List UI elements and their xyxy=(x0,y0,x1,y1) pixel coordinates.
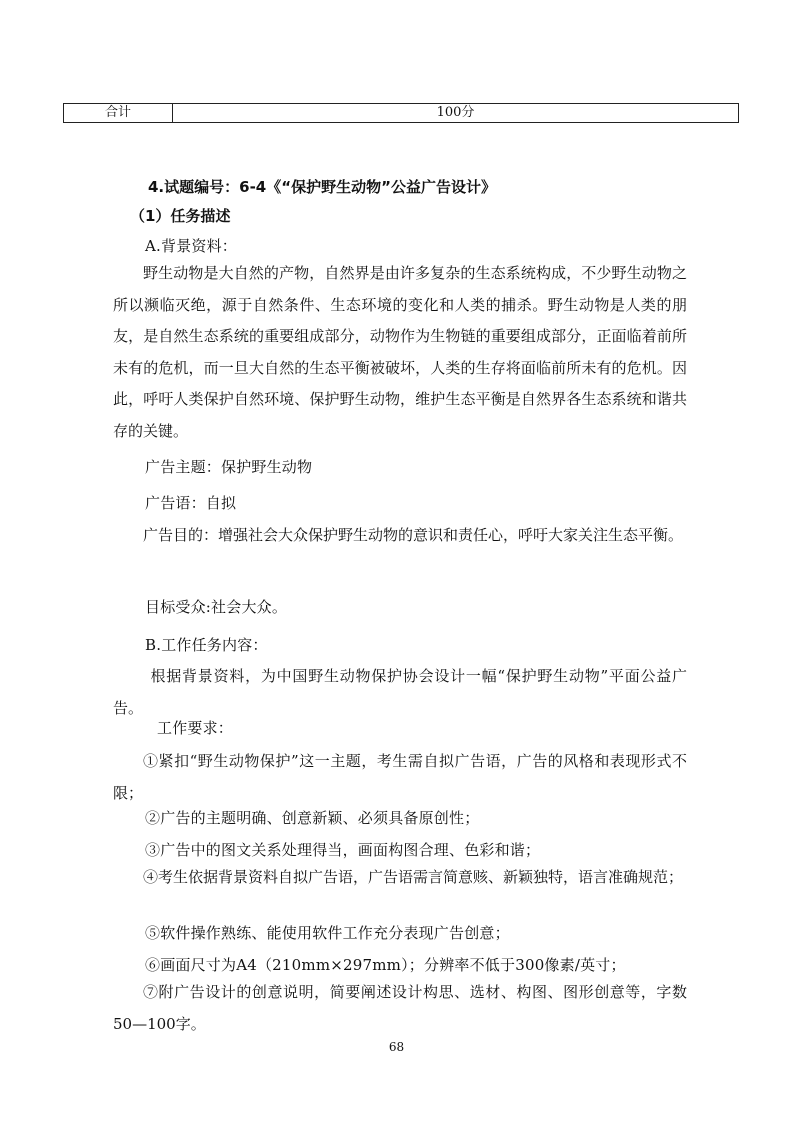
requirement-item: ⑦附广告设计的创意说明，简要阐述设计构思、选材、构图、图形创意等，字数50—100字。 xyxy=(113,983,687,1033)
requirement-item: ⑤软件操作熟练、能使用软件工作充分表现广告创意； xyxy=(145,924,510,942)
ad-slogan: 广告语：自拟 xyxy=(145,494,237,512)
requirement-item: ①紧扣“野生动物保护”这一主题，考生需自拟广告语，广告的风格和表现形式不限； xyxy=(113,752,687,802)
background-label: A.背景资料： xyxy=(145,237,238,255)
question-heading: 4.试题编号：6-4《“保护野生动物”公益广告设计》 xyxy=(148,178,496,196)
score-table xyxy=(63,103,739,123)
background-paragraph: 野生动物是大自然的产物，自然界是由许多复杂的生态系统构成，不少野生动物之所以濒临灭绝，源于自然条件、生态环境的变化和人类的捕杀。野生动物是人类的朋友，是自然生态系统的重要组成部分，动物作为生物链的重要组成部分，正面临着前所未有的危机，而一旦大自然的生态平衡被破坏，人类的生存将面临前所未有的危机。因此，呼吁人类保护自然环境、保护野生动物，维护生态平衡是自然界各生态系统和谐共存的关键。 xyxy=(113,264,687,440)
total-value: 100分 xyxy=(173,104,739,123)
requirements-label: 工作要求： xyxy=(157,719,234,737)
requirement-item: ②广告的主题明确、创意新颖、必须具备原创性； xyxy=(145,809,480,827)
requirement-item: ④考生依据背景资料自拟广告语，广告语需言简意赅、新颖独特，语言准确规范； xyxy=(143,868,684,886)
total-label: 合计 xyxy=(64,104,173,123)
work-task-label: B.工作任务内容： xyxy=(145,636,268,654)
ad-purpose: 广告目的：增强社会大众保护野生动物的意识和责任心，呼吁大家关注生态平衡。 xyxy=(143,526,684,544)
requirement-item: ⑥画面尺寸为A4（210mm×297mm）；分辨率不低于300像素/英寸； xyxy=(145,956,626,974)
table-row xyxy=(64,104,739,123)
page-number: 68 xyxy=(388,1040,405,1054)
target-audience: 目标受众:社会大众。 xyxy=(145,598,288,616)
task-description-heading: （1）任务描述 xyxy=(130,207,231,225)
work-task-content: 根据背景资料，为中国野生动物保护协会设计一幅“保护野生动物”平面公益广告。 xyxy=(113,667,687,717)
requirement-item: ③广告中的图文关系处理得当，画面构图合理、色彩和谐； xyxy=(145,841,541,859)
ad-theme: 广告主题：保护野生动物 xyxy=(145,458,313,476)
